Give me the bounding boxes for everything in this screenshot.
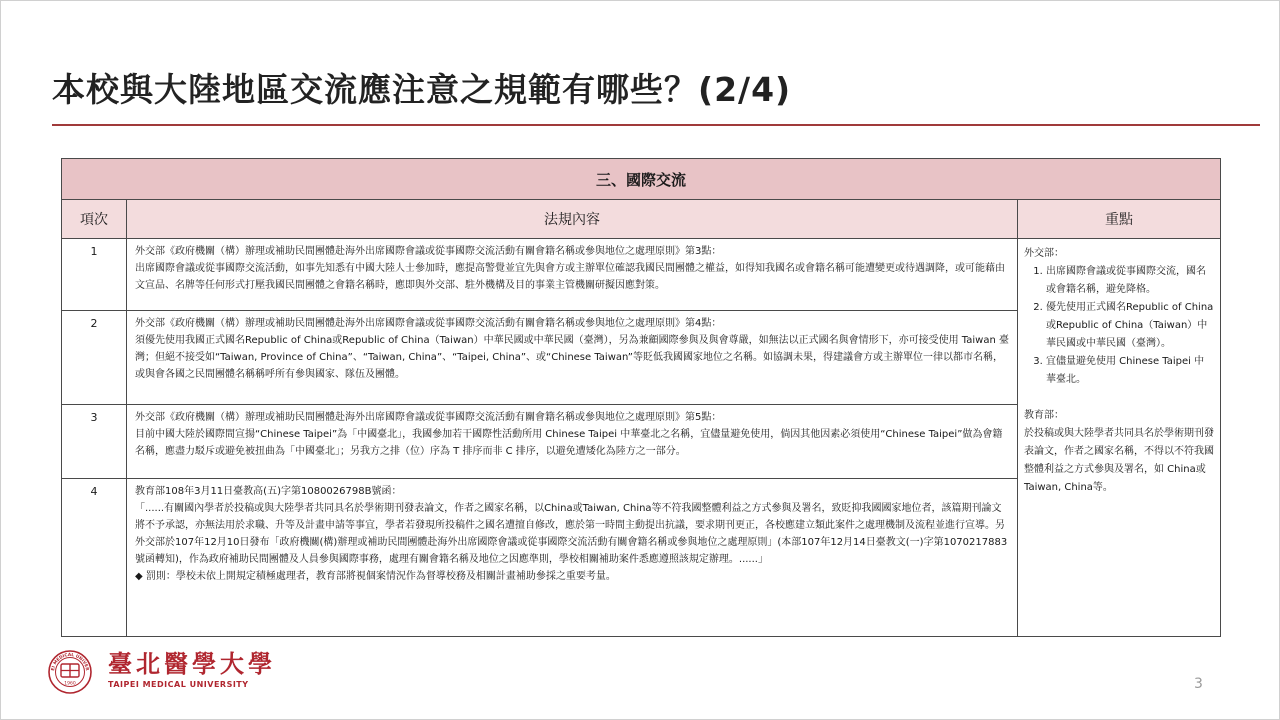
regulations-table [61, 158, 1221, 637]
slide-title: 本校與大陸地區交流應注意之規範有哪些？(2/4) [52, 70, 792, 109]
regulation-text: 須優先使用我國正式國名Republic of China或Republic of China（Taiwan）中華民國或中華民國（臺灣），另為兼顧國際參與及與會尊嚴，如無法以正式國名與會情形下，亦可接受使用 Taiwan 臺灣；但絕不接受如“Taiwan, Province of China”、“Taiwan, China”、“Taipei, China”、或“Chinese Taiwan”等貶低我國國家地位之名稱。如協調未果，得建議會方或主辦單位一律以都市名稱，或與會各國之民間團體名稱稱呼所有參與國家、隊伍及團體。 [135, 335, 1009, 380]
row-number: 2 [62, 311, 127, 405]
row-content [127, 405, 1018, 479]
regulation-source: 外交部《政府機關（構）辦理或補助民間團體赴海外出席國際會議或從事國際交流活動有關會籍名稱或參與地位之處理原則》第3點： [135, 246, 722, 257]
key-heading-moe: 教育部： [1024, 410, 1064, 421]
key-point-item: 2. 優先使用正式國名Republic of China或Republic of China（Taiwan）中華民國或中華民國（臺灣）。 [1046, 299, 1214, 353]
key-moe-text: 於投稿或與大陸學者共同具名於學術期刊發表論文，作者之國家名稱，不得以不符我國整體利益之方式參與及署名，如 China或 Taiwan, China等。 [1024, 428, 1214, 493]
regulation-source: 外交部《政府機關（構）辦理或補助民間團體赴海外出席國際會議或從事國際交流活動有關會籍名稱或參與地位之處理原則》第5點： [135, 412, 722, 423]
seal-year: 1960 [64, 681, 76, 687]
spacer [1024, 389, 1214, 407]
row-number: 1 [62, 239, 127, 311]
svg-text:TAIPEI MEDICAL UNIVERSITY [48, 650, 90, 672]
page-number: 3 [1194, 676, 1203, 692]
university-seal-icon [48, 650, 92, 694]
key-points-list [1024, 263, 1214, 389]
table-row [62, 239, 1221, 311]
key-point-item: 1. 出席國際會議或從事國際交流，國名或會籍名稱，避免降格。 [1046, 263, 1214, 299]
row-number: 4 [62, 479, 127, 637]
regulation-source: 外交部《政府機關（構）辦理或補助民間團體赴海外出席國際會議或從事國際交流活動有關會籍名稱或參與地位之處理原則》第4點： [135, 318, 722, 329]
header-item: 項次 [62, 200, 127, 239]
university-name-en: TAIPEI MEDICAL UNIVERSITY [108, 680, 249, 689]
header-content: 法規內容 [127, 200, 1018, 239]
regulation-text: 目前中國大陸於國際間宣揚“Chinese Taipei”為「中國臺北」，我國參加若干國際性活動所用 Chinese Taipei 中華臺北之名稱，宜儘量避免使用，倘因其他因素必須使用“Chinese Taipei”做為會籍名稱，應盡力駁斥或避免被扭曲為「中國臺北」；另我方之排（位）序為 T 排序而非 C 排序，以避免遭矮化為陸方之一部分。 [135, 429, 1003, 457]
regulation-text: 出席國際會議或從事國際交流活動，如事先知悉有中國大陸人士參加時，應提高警覺並宜先與會方或主辦單位確認我國民間團體之權益，如得知我國名或會籍名稱可能遭變更或待遇調降，或可能藉由文宣品、名牌等任何形式打壓我國民間團體之會籍名稱時，應即與外交部、駐外機構及目的事業主管機關研擬因應對策。 [135, 263, 1005, 291]
row-content [127, 479, 1018, 637]
row-content [127, 311, 1018, 405]
university-logo [108, 650, 276, 689]
penalty-note: ◆ 罰則：學校未依上開規定積極處理者，教育部將視個案情況作為督導校務及相關計畫補助參採之重要考量。 [135, 571, 616, 582]
section-title: 三、國際交流 [62, 159, 1221, 200]
key-points-cell [1018, 239, 1221, 637]
row-number: 3 [62, 405, 127, 479]
row-content [127, 239, 1018, 311]
university-name-zh: 臺北醫學大學 [108, 649, 276, 678]
header-key-points: 重點 [1018, 200, 1221, 239]
seal-text: EI MEDICAL UNIVER [51, 652, 89, 672]
key-point-item: 3. 宜儘量避免使用 Chinese Taipei 中華臺北。 [1046, 353, 1214, 389]
regulation-text: 「......有關國內學者於投稿或與大陸學者共同具名於學術期刊發表論文，作者之國家名稱，以China或Taiwan, China等不符我國整體利益之方式參與及署名，致貶抑我國國家地位者，該篇期刊論文將不予承認，亦無法用於求職、升等及計畫申請等事宜，學者若發現所投稿件之國名遭擅自修改，應於第一時間主動提出抗議，要求期刊更正，各校應建立類此案件之處理機制及流程並進行宣導。另外交部於107年12月10日發布「政府機關(構)辦理或補助民間團體赴海外出席國際會議或從事國際交流活動有關會籍名稱或參與地位之處理原則」(本部107年12月14日臺教文(一)字第1070217883號函轉知)，作為政府補助民間團體及人員參與國際事務，處理有關會籍名稱及地位之因應準則，學校相關補助案件悉應遵照該規定辦理。......」 [135, 503, 1008, 565]
regulation-source: 教育部108年3月11日臺教高(五)字第1080026798B號函： [135, 486, 402, 497]
title-divider [52, 124, 1260, 126]
key-heading-mofa: 外交部： [1024, 248, 1064, 259]
